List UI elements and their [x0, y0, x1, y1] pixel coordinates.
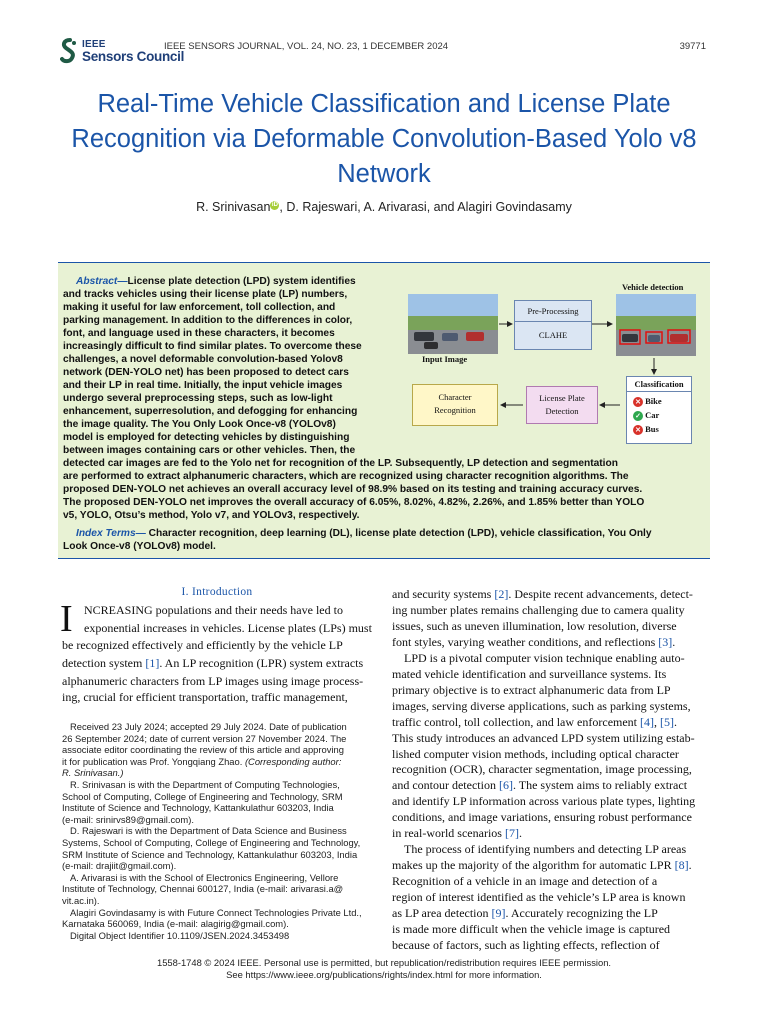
abstract-line	[63, 484, 642, 495]
citation-link[interactable]: [5]	[660, 714, 675, 729]
abstract-line-text: font, and language used in these characters, it becomes	[63, 328, 335, 339]
footnote-line: SRM Institute of Science and Technology, Kattankulathur 603203, India	[62, 848, 358, 860]
classification-box	[626, 376, 692, 444]
abstract-line-text: proposed DEN-YOLO net achieves an overall accuracy level of 98.9% based on its testing and training accuracy curves.	[63, 484, 643, 495]
intro-right-line: ing number plates remains challenging due to camera quality	[392, 602, 685, 617]
abstract-line-text: enhancement, superresolution, and defogging for enhancing	[63, 406, 358, 417]
abstract-line	[63, 341, 362, 352]
abstract-line-text: v5, YOLO, Otsu’s method, Yolo v7, and YOLOv3, respectively.	[63, 510, 360, 521]
page-number: 39771	[679, 41, 706, 52]
abstract-line-text: parking management. In addition to the differences in color,	[63, 315, 353, 326]
cross-icon: ✕	[633, 425, 643, 435]
citation-link[interactable]: [6]	[498, 778, 513, 793]
footnote-line: Systems, School of Computing, College of Engineering and Technology,	[62, 837, 361, 848]
footnote-line: R. Srinivasan.)	[62, 767, 124, 779]
intro-right-line: and identify LP information across various plate types, lighting	[392, 794, 696, 809]
abstract-line-text: network (DEN-YOLO net) has been proposed to detect cars	[63, 367, 349, 378]
graphical-abstract-figure	[406, 272, 706, 447]
abstract-line-text: making it useful for law enforcement, toll collection, and	[63, 302, 336, 313]
abstract-line-text: detected car images are fed to the Yolo net for recognition of the LP. Subsequently, LP detection and segmentation	[63, 458, 618, 469]
logo-bottom-text: Sensors Council	[82, 49, 185, 64]
footnote-line: A. Arivarasi is with the School of Electronics Engineering, Vellore	[70, 871, 339, 883]
clahe-label: CLAHE	[515, 321, 591, 340]
abstract-line	[76, 276, 356, 287]
index-terms-line	[76, 528, 652, 539]
input-image-label: Input Image	[422, 354, 468, 364]
abstract-heading: Abstract—	[76, 276, 128, 287]
abstract-line	[63, 406, 357, 417]
footnote-line: Alagiri Govindasamy is with Future Connect Technologies Private Ltd.,	[70, 906, 362, 918]
car-label: Car	[645, 410, 660, 420]
footnote-line: 26 September 2024; date of current version 27 November 2024. The	[62, 732, 347, 744]
lpd-label-1: License Plate	[539, 393, 585, 403]
abstract-line	[63, 354, 343, 365]
abstract-line	[63, 289, 347, 300]
intro-right-line: The process of identifying numbers and detecting LP areas	[392, 842, 687, 857]
index-terms-line	[63, 541, 216, 552]
intro-left-line: detection system [1]. An LP recognition (LPR) system extracts	[62, 656, 364, 670]
class-car	[633, 410, 691, 421]
paper-title: Real-Time Vehicle Classification and License Plate Recognition via Deformable Convolution-Based Yolo v8 Network	[71, 90, 697, 188]
ieee-sensors-council-logo	[60, 38, 185, 68]
abstract-line	[63, 367, 349, 378]
copyright-footer: 1558-1748 © 2024 IEEE. Personal use is permitted, but republication/redistribution requires IEEE permission.	[156, 957, 612, 968]
abstract-line-text: increasingly difficult to find similar plates. To overcome these	[63, 341, 362, 352]
vehicle-detection-label: Vehicle detection	[622, 282, 684, 292]
footnote-line: associate editor coordinating the review of this article and approving	[62, 744, 344, 756]
footnote-line: Institute of Technology, Chennai 600127, India (e-mail: arivarasi.a@	[62, 883, 344, 895]
abstract-line	[63, 328, 335, 339]
class-bus	[633, 424, 691, 435]
other-authors: , D. Rajeswari, A. Arivarasi, and Alagiri Govindasamy	[279, 200, 572, 214]
intro-right-line: font styles, varying weather conditions, and reflections [3].	[392, 634, 676, 649]
abstract-line-text: undergo several preprocessing steps, such as low-light	[63, 393, 333, 404]
abstract-line	[63, 510, 359, 521]
citation-link[interactable]: [3]	[658, 634, 673, 649]
lpd-label-2: Detection	[545, 406, 579, 416]
cross-icon: ✕	[633, 397, 643, 407]
footnote-line: Institute of Science and Technology, Kattankulathur 603203, India	[62, 802, 334, 814]
classification-label: Classification	[627, 377, 691, 392]
abstract-line-text: License plate detection (LPD) system identifies	[127, 276, 356, 287]
abstract-line	[63, 302, 335, 313]
footnote-line: (e-mail: srinirvs89@gmail.com).	[62, 813, 194, 825]
abstract-line	[63, 380, 342, 391]
footnote-line: School of Computing, College of Engineering and Technology, SRM	[62, 790, 343, 802]
intro-right-line: lished computer vision methods, including optical character	[392, 746, 679, 761]
author-list	[60, 200, 708, 214]
intro-right-line: traffic control, toll collection, and law enforcement [4], [5].	[392, 714, 678, 729]
drop-cap: I	[60, 598, 73, 640]
intro-right-line: because of factors, such as lighting effects, reflection of	[392, 937, 660, 952]
intro-right-line: images, serving diverse applications, such as parking systems,	[392, 698, 691, 713]
abstract-line	[63, 471, 629, 482]
logo-top-text: IEEE	[82, 39, 106, 50]
footnote-line: (e-mail: drajiit@gmail.com).	[62, 860, 177, 872]
intro-right-line: mated vehicle identification and surveillance systems. Its	[392, 666, 667, 681]
abstract-line	[63, 419, 336, 430]
citation-link[interactable]: [4]	[640, 714, 655, 729]
bus-label: Bus	[645, 424, 659, 434]
citation-link[interactable]: [2]	[494, 587, 509, 601]
abstract-line-text: The proposed DEN-YOLO net improves the overall accuracy of 6.05%, 8.02%, 4.82%, 2.26%, and 1.85% better than YOLO	[63, 497, 645, 508]
intro-right-line: is made more difficult when the vehicle image is captured	[392, 921, 671, 936]
footnote-line: Received 23 July 2024; accepted 29 July 2024. Date of publication	[70, 721, 347, 732]
abstract-line-text: the image quality. The You Only Look Once-v8 (YOLOv8)	[63, 419, 336, 430]
rights-footer: See https://www.ieee.org/publications/rights/index.html for more information.	[226, 969, 542, 980]
vehicle-detection-photo	[616, 294, 696, 356]
character-recognition-box	[412, 384, 498, 426]
preprocessing-label: Pre-Processing	[527, 306, 579, 316]
footnote-line: R. Srinivasan is with the Department of Computing Technologies,	[70, 779, 340, 790]
intro-left-line: exponential increases in vehicles. License plates (LPs) must	[84, 621, 372, 635]
class-bike	[633, 396, 691, 407]
bike-label: Bike	[645, 396, 662, 406]
intro-right-line: as LP area detection [9]. Accurately recognizing the LP	[392, 906, 658, 920]
running-head: IEEE SENSORS JOURNAL, VOL. 24, NO. 23, 1 DECEMBER 2024	[164, 41, 449, 52]
abstract-line-text: between images containing cars or other vehicles. Then, the	[63, 445, 356, 456]
footnote-line: Karnataka 560069, India (e-mail: alagirig@gmail.com).	[62, 918, 289, 930]
intro-left-line: alphanumeric characters from LP images using image process-	[62, 674, 364, 688]
footnote-line: vit.ac.in).	[62, 895, 100, 906]
preprocessing-box	[514, 300, 592, 350]
abstract-line	[63, 315, 352, 326]
abstract-line	[63, 497, 644, 508]
first-author: R. Srinivasan	[196, 200, 271, 214]
intro-right-line: in real-world scenarios [7].	[392, 826, 522, 841]
abstract-line	[63, 393, 332, 404]
intro-right-line: conditions, and image variations, ensuring robust performance	[392, 810, 692, 825]
footnote-line: it for publication was Prof. Yongqiang Zhao. (Corresponding author:	[62, 755, 342, 767]
section-heading-introduction: I. Introduction	[181, 586, 253, 598]
intro-right-line: This study introduces an advanced LPD system utilizing estab-	[392, 730, 695, 745]
intro-right-line: region of interest identified as the vehicle’s LP area is known	[392, 890, 686, 905]
char-rec-label-1: Character	[438, 392, 472, 402]
citation-link[interactable]: [1]	[145, 656, 160, 670]
citation-link[interactable]: [8]	[674, 858, 689, 873]
abstract-line	[63, 445, 355, 456]
intro-right-line: recognition (OCR), character segmentation, image processing,	[392, 762, 692, 777]
abstract-line-text: and their LP in real time. Initially, the input vehicle images	[63, 380, 343, 391]
index-terms-text: Look Once-v8 (YOLOv8) model.	[63, 541, 216, 552]
index-terms-heading: Index Terms—	[76, 528, 146, 539]
intro-right-line: issues, such as uneven illumination, low resolution, diverse	[392, 618, 677, 633]
check-icon: ✓	[633, 411, 643, 421]
citation-link[interactable]: [7]	[504, 826, 519, 841]
intro-left-line: ing, crucial for efficient transportation, traffic management,	[62, 690, 348, 704]
intro-right-line: makes up the majority of the algorithm for automatic LPR [8].	[392, 858, 692, 873]
abstract-line-text: and tracks vehicles using their license plate (LP) numbers,	[63, 289, 348, 300]
intro-right-line: Recognition of a vehicle in an image and detection of a	[392, 874, 658, 889]
intro-left-line: NCREASING populations and their needs have led to	[84, 603, 343, 617]
intro-right-line: LPD is a pivotal computer vision technique enabling auto-	[392, 650, 685, 665]
footnote-line: D. Rajeswari is with the Department of Data Science and Business	[70, 825, 347, 837]
abstract-line	[63, 432, 349, 443]
footnote-line: Digital Object Identifier 10.1109/JSEN.2024.3453498	[70, 929, 290, 941]
citation-link[interactable]: [9]	[491, 906, 506, 920]
index-terms-text: Character recognition, deep learning (DL), license plate detection (LPD), vehicle classification, You Only	[145, 528, 652, 539]
abstract-line	[63, 458, 618, 469]
abstract-line-text: model is employed for detecting vehicles by distinguishing	[63, 432, 350, 443]
license-plate-detection-box	[526, 386, 598, 424]
intro-left-line: be recognized effectively and efficiently by the vehicle LP	[62, 638, 343, 652]
intro-right-line: and contour detection [6]. The system aims to reliably extract	[392, 778, 688, 793]
orcid-icon[interactable]: iD	[271, 201, 278, 208]
intro-right-line: primary objective is to extract alphanumeric data from LP	[392, 682, 671, 697]
sensors-council-logo-icon	[60, 38, 80, 66]
char-rec-label-2: Recognition	[434, 405, 476, 415]
abstract-line-text: are performed to extract alphanumeric characters, which are recognized using character recognition algorithms. The	[63, 471, 629, 482]
intro-right-line: and security systems [2]. Despite recent advancements, detect-	[392, 587, 693, 601]
abstract-line-text: challenges, a novel deformable convolution-based Yolov8	[63, 354, 343, 365]
